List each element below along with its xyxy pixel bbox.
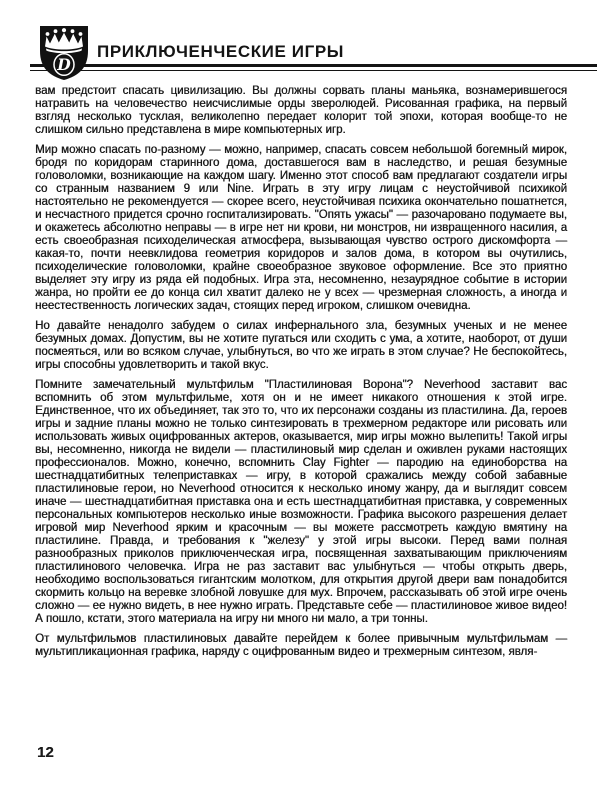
article-paragraph: Помните замечательный мультфильм "Пластилиновая Ворона"? Neverhood заставит вас вспомнить об этом мультфильме, хотя он и не имеет никакого отношения к этой игре. Единственное, что их объединяет, так это то, что их персонажи созданы из пластилина. Да, героев игры и задние планы можно не только синтезировать в трехмерном редакторе или рисовать или использовать живых оцифрованных актеров, оказывается, мир игры можно вылепить! Такой игры вы, несомненно, никогда не видели — пластилиновый мир сделан и оживлен руками настоящих профессионалов. Можно, конечно, вспомнить Clay Fighter — пародию на единоборства на шестнадцатибитных телеприставках — игру, в которой сражались между собой забавные пластилиновые герои, но Neverhood относится к несколько иному жанру, да и выглядит совсем иначе — шестнадцатибитная приставка она и есть шестнадцатибитная приставка, у современных персональных компьютеров несколько иные возможности. Графика высокого разрешения делает игровой мир Neverhood ярким и красочным — вы можете рассмотреть каждую вмятину на пластилине. Правда, и требования к "железу" у этой игры высоки. Перед вами полная разнообразных приколов приключенческая игра, посвященная захватывающим приключениям пластилинового человечка. Игра не раз заставит вас улыбнуться — чтобы открыть дверь, необходимо воспользоваться гигантским молотком, для открытия другой двери вам понадобится скормить кольцо на веревке злобной ловушке для мух. Впрочем, рассказывать об этой игре очень сложно — ее нужно видеть, в нее нужно играть. Представьте себе — пластилиновое живое видео! А пошло, кстати, этого материала на игру ни много ни мало, а три тонны. (35, 379, 567, 625)
article-paragraph: Но давайте ненадолго забудем о силах инфернального зла, безумных ученых и не менее безумных домах. Допустим, вы не хотите пугаться или сходить с ума, а хотите, наоборот, от души посмеяться, или во всяком случае, улыбнуться, во что же играть в этом случае? Не беспокойтесь, игры способны удовлетворить и такой вкус. (35, 320, 567, 371)
header-rule-thin (30, 70, 597, 71)
article-text (35, 85, 567, 666)
article-paragraph: Мир можно спасать по-разному — можно, например, спасать совсем небольшой богемный мирок, бродя по коридорам старинного дома, доставшегося вам в наследство, и решая безумные головоломки, возникающие на каждом шагу. Именно этот способ вам предлагают создатели игры со странным названием 9 или Nine. Играть в эту игру лицам с неустойчивой психикой настоятельно не рекомендуется — скорее всего, неустойчивая психика окончательно пошатнется, и несчастного придется срочно госпитализировать. "Опять ужасы" — разочаровано подумаете вы, и окажетесь абсолютно неправы — в игре нет ни крови, ни монстров, ни извращенного насилия, а есть своеобразная психоделическая атмосфера, вызывающая чувство острого дискомфорта — какая-то, почти неевклидова геометрия коридоров и залов дома, в котором вы очутились, психоделические головоломки, крайне своеобразное звуковое оформление. Все это приятно выделяет эту игру из ряда ей подобных. Игра эта, несомненно, незаурядное событие в истории жанра, но пройти ее до конца сил хватит далеко не у всех — чрезмерная сложность, а иногда и неестественность логических задач, стоящих перед игроком, слишком очевидна. (35, 144, 567, 312)
monogram-letter: D (57, 55, 71, 74)
header-rule (30, 64, 597, 71)
section-title: ПРИКЛЮЧЕНЧЕСКИЕ ИГРЫ (97, 42, 345, 61)
article-paragraph: вам предстоит спасать цивилизацию. Вы должны сорвать планы маньяка, вознамерившегося натравить на человечество неисчислимые орды зверолюдей. Рисованная графика, на первый взгляд несколько тусклая, великолепно передает колорит той эпохи, которая вообще-то не слишком сильно представлена в мире компьютерных игр. (35, 85, 567, 136)
page-number: 12 (37, 744, 54, 761)
header-rule-thick (30, 64, 597, 67)
crowned-shield-crest-icon (38, 26, 90, 80)
crest-svg (38, 26, 90, 80)
article-paragraph: От мультфильмов пластилиновых давайте перейдем к более привычным мультфильмам — мультипликационная графика, наряду с оцифрованным видео и трехмерным синтезом, явля- (35, 633, 567, 658)
